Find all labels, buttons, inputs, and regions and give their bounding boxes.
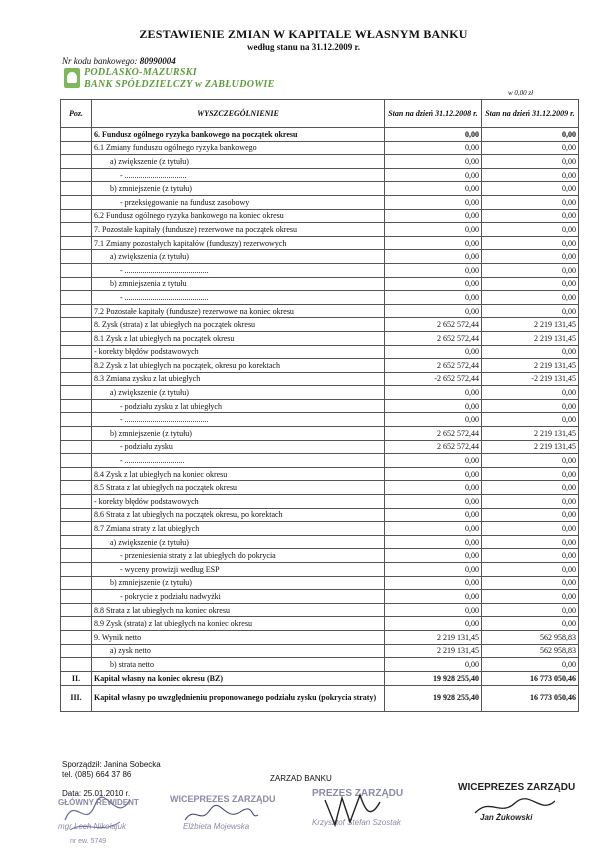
bank-code xyxy=(62,56,176,66)
row-value-2009: 0,00 xyxy=(482,291,579,305)
row-poz xyxy=(61,467,92,481)
prepared-by: Sporządził: Janina Sobecka xyxy=(62,760,161,769)
row-value-2008: 0,00 xyxy=(385,182,482,196)
total-poz: III. xyxy=(61,685,92,711)
row-value-2008: 0,00 xyxy=(385,399,482,413)
table-row xyxy=(61,508,579,522)
document-title: ZESTAWIENIE ZMIAN W KAPITALE WŁASNYM BANKU xyxy=(139,27,468,41)
table-row xyxy=(61,182,579,196)
row-poz xyxy=(61,549,92,563)
table-row xyxy=(61,236,579,250)
row-value-2009: 0,00 xyxy=(482,168,579,182)
row-description: 8.4 Zysk z lat ubiegłych na koniec okresu xyxy=(92,467,385,481)
row-poz xyxy=(61,304,92,318)
row-poz xyxy=(61,617,92,631)
row-value-2009: 0,00 xyxy=(482,576,579,590)
row-value-2008: 0,00 xyxy=(385,291,482,305)
row-value-2009: 0,00 xyxy=(482,263,579,277)
table-row xyxy=(61,495,579,509)
row-description: - .......................................... xyxy=(92,263,385,277)
table-row xyxy=(61,454,579,468)
table-body xyxy=(61,128,579,712)
table-row xyxy=(61,590,579,604)
total-row xyxy=(61,671,579,685)
row-description: - podziału zysku z lat ubiegłych xyxy=(92,399,385,413)
row-value-2009: 2 219 131,45 xyxy=(482,359,579,373)
row-description: 8.7 Zmiana straty z lat ubiegłych xyxy=(92,522,385,536)
row-value-2009: 0,00 xyxy=(482,590,579,604)
total-description: Kapitał własny na koniec okresu (BZ) xyxy=(92,671,385,685)
row-poz xyxy=(61,345,92,359)
col-header-poz: Poz. xyxy=(61,100,92,128)
row-poz xyxy=(61,576,92,590)
table-row xyxy=(61,195,579,209)
row-poz xyxy=(61,399,92,413)
row-poz xyxy=(61,658,92,672)
table-row xyxy=(61,331,579,345)
total-row xyxy=(61,685,579,711)
row-poz xyxy=(61,603,92,617)
col-header-2009: Stan na dzień 31.12.2009 r. xyxy=(482,100,579,128)
row-description: 8.9 Zysk (strata) z lat ubiegłych na koniec okresu xyxy=(92,617,385,631)
row-description: 7. Pozostałe kapitały (fundusze) rezerwowe na początek okresu xyxy=(92,223,385,237)
row-value-2008: 2 652 572,44 xyxy=(385,331,482,345)
board-label: ZARZAD BANKU xyxy=(270,774,332,783)
row-poz xyxy=(61,331,92,345)
row-poz xyxy=(61,195,92,209)
row-value-2008: 0,00 xyxy=(385,617,482,631)
row-value-2008: 0,00 xyxy=(385,386,482,400)
row-description: 8.6 Strata z lat ubiegłych na początek okresu, po korektach xyxy=(92,508,385,522)
row-value-2009: 0,00 xyxy=(482,236,579,250)
row-value-2009: 2 219 131,45 xyxy=(482,427,579,441)
total-value-2009: 16 773 050,46 xyxy=(482,671,579,685)
row-value-2009: 0,00 xyxy=(482,182,579,196)
row-description: 6.2 Fundusz ogólnego ryzyka bankowego na koniec okresu xyxy=(92,209,385,223)
document-subtitle: według stanu na 31.12.2009 r. xyxy=(247,42,360,52)
row-poz xyxy=(61,440,92,454)
row-value-2009: 0,00 xyxy=(482,304,579,318)
bank-name-line2: BANK SPÓŁDZIELCZY w ZABŁUDOWIE xyxy=(84,79,275,90)
row-poz xyxy=(61,128,92,142)
row-description: - .......................................... xyxy=(92,413,385,427)
table-row xyxy=(61,576,579,590)
row-value-2008: 0,00 xyxy=(385,236,482,250)
row-value-2009: 0,00 xyxy=(482,467,579,481)
row-value-2009: 0,00 xyxy=(482,386,579,400)
table-row xyxy=(61,359,579,373)
row-value-2009: 0,00 xyxy=(482,508,579,522)
table-row xyxy=(61,386,579,400)
row-description: 8.2 Zysk z lat ubiegłych na początek, okresu po korektach xyxy=(92,359,385,373)
table-row xyxy=(61,399,579,413)
row-value-2008: 0,00 xyxy=(385,128,482,142)
total-value-2008: 19 928 255,40 xyxy=(385,671,482,685)
bank-code-label: Nr kodu bankowego: xyxy=(62,56,138,66)
row-value-2008: 0,00 xyxy=(385,277,482,291)
row-value-2009: 0,00 xyxy=(482,413,579,427)
row-value-2009: 0,00 xyxy=(482,195,579,209)
row-description: 8. Zysk (strata) z lat ubiegłych na początek okresu xyxy=(92,318,385,332)
row-poz xyxy=(61,318,92,332)
table-row xyxy=(61,318,579,332)
row-description: a) zysk netto xyxy=(92,644,385,658)
table-row xyxy=(61,549,579,563)
table-row xyxy=(61,345,579,359)
row-value-2009: 0,00 xyxy=(482,141,579,155)
row-description: 6. Fundusz ogólnego ryzyka bankowego na początek okresu xyxy=(92,128,385,142)
table-row xyxy=(61,304,579,318)
table-row xyxy=(61,617,579,631)
signature-vice-president-2 xyxy=(470,795,560,820)
row-poz xyxy=(61,209,92,223)
row-value-2008: 0,00 xyxy=(385,250,482,264)
row-description: - wyceny prowizji według ESP xyxy=(92,563,385,577)
row-value-2009: 562 958,83 xyxy=(482,630,579,644)
row-value-2009: 0,00 xyxy=(482,223,579,237)
row-description: a) zwiększenie (z tytułu) xyxy=(92,155,385,169)
row-value-2008: 0,00 xyxy=(385,209,482,223)
row-value-2009: 0,00 xyxy=(482,250,579,264)
signature-auditor xyxy=(60,790,140,840)
table-row xyxy=(61,467,579,481)
row-poz xyxy=(61,182,92,196)
row-poz xyxy=(61,644,92,658)
row-value-2008: 0,00 xyxy=(385,467,482,481)
row-value-2008: 0,00 xyxy=(385,413,482,427)
row-value-2008: 0,00 xyxy=(385,195,482,209)
table-row xyxy=(61,440,579,454)
row-poz xyxy=(61,291,92,305)
row-value-2008: 0,00 xyxy=(385,481,482,495)
table-row xyxy=(61,168,579,182)
row-description: a) zwiększenie (z tytułu) xyxy=(92,386,385,400)
row-description: b) zmniejszenie (z tytułu) xyxy=(92,182,385,196)
row-poz xyxy=(61,481,92,495)
bank-code-value: 80990004 xyxy=(139,56,176,66)
row-value-2008: -2 652 572,44 xyxy=(385,372,482,386)
row-poz xyxy=(61,508,92,522)
table-row xyxy=(61,535,579,549)
bank-name-line1: PODLASKO-MAZURSKI xyxy=(84,67,197,78)
row-value-2008: 0,00 xyxy=(385,535,482,549)
row-value-2008: 2 219 131,45 xyxy=(385,644,482,658)
row-value-2009: 0,00 xyxy=(482,535,579,549)
row-value-2009: 0,00 xyxy=(482,495,579,509)
row-poz xyxy=(61,236,92,250)
row-value-2008: 2 652 572,44 xyxy=(385,427,482,441)
row-value-2009: 0,00 xyxy=(482,603,579,617)
row-poz xyxy=(61,277,92,291)
prepared-by-block xyxy=(62,760,161,780)
row-value-2009: 0,00 xyxy=(482,658,579,672)
row-poz xyxy=(61,223,92,237)
row-description: - pokrycie z podziału nadwyżki xyxy=(92,590,385,604)
row-poz xyxy=(61,263,92,277)
row-description: 8.5 Strata z lat ubiegłych na początek okresu xyxy=(92,481,385,495)
row-value-2009: 0,00 xyxy=(482,454,579,468)
total-value-2009: 16 773 050,46 xyxy=(482,685,579,711)
table-row xyxy=(61,481,579,495)
row-value-2009: 0,00 xyxy=(482,128,579,142)
table-row xyxy=(61,563,579,577)
row-value-2008: 0,00 xyxy=(385,658,482,672)
total-description: Kapitał własny po uwzględnieniu proponowanego podziału zysku (pokrycia straty) xyxy=(92,685,385,711)
row-value-2009: 0,00 xyxy=(482,345,579,359)
row-description: - ............................... xyxy=(92,168,385,182)
table-row xyxy=(61,603,579,617)
row-value-2008: 0,00 xyxy=(385,576,482,590)
row-value-2008: 0,00 xyxy=(385,168,482,182)
phone: tel. (085) 664 37 86 xyxy=(62,770,132,779)
row-value-2009: 0,00 xyxy=(482,277,579,291)
row-value-2009: 0,00 xyxy=(482,209,579,223)
row-value-2008: 2 652 572,44 xyxy=(385,359,482,373)
row-description: b) zmniejszenie (z tytułu) xyxy=(92,427,385,441)
row-description: 8.3 Zmiana zysku z lat ubiegłych xyxy=(92,372,385,386)
row-value-2009: 562 958,83 xyxy=(482,644,579,658)
stamp-chief-auditor-number: nr ew. 5749 xyxy=(70,838,107,845)
row-value-2008: 0,00 xyxy=(385,495,482,509)
row-description: b) zmniejszenie (z tytułu) xyxy=(92,576,385,590)
row-description: - korekty błędów podstawowych xyxy=(92,345,385,359)
row-description: b) strata netto xyxy=(92,658,385,672)
row-value-2008: 0,00 xyxy=(385,563,482,577)
total-poz: II. xyxy=(61,671,92,685)
row-value-2008: 0,00 xyxy=(385,508,482,522)
equity-changes-table xyxy=(60,99,579,712)
row-description: - przeksięgowanie na fundusz zasobowy xyxy=(92,195,385,209)
row-value-2009: 0,00 xyxy=(482,522,579,536)
row-poz xyxy=(61,250,92,264)
currency-unit: w 0,00 zł xyxy=(508,89,534,97)
table-header-row xyxy=(61,100,579,128)
row-poz xyxy=(61,168,92,182)
row-value-2008: 2 652 572,44 xyxy=(385,440,482,454)
document-date: Data: 25.01.2010 r. xyxy=(62,789,131,798)
table-row xyxy=(61,372,579,386)
row-poz xyxy=(61,359,92,373)
col-header-2008: Stan na dzień 31.12.2008 r. xyxy=(385,100,482,128)
row-value-2009: 0,00 xyxy=(482,481,579,495)
row-description: - .......................................... xyxy=(92,291,385,305)
table-row xyxy=(61,522,579,536)
row-poz xyxy=(61,372,92,386)
row-poz xyxy=(61,155,92,169)
table-row xyxy=(61,413,579,427)
row-poz xyxy=(61,427,92,441)
table-row xyxy=(61,427,579,441)
stamp-president: PREZES ZARZĄDU xyxy=(312,788,404,799)
row-description: a) zwiększenia (z tytułu) xyxy=(92,250,385,264)
col-header-description: WYSZCZEGÓLNIENIE xyxy=(92,100,385,128)
table-row xyxy=(61,630,579,644)
stamp-vice-president-2-name: Jan Żukowski xyxy=(480,813,533,822)
row-value-2009: 0,00 xyxy=(482,155,579,169)
table-row xyxy=(61,155,579,169)
table-row xyxy=(61,209,579,223)
bank-name xyxy=(84,67,275,91)
row-value-2009: 0,00 xyxy=(482,399,579,413)
row-value-2009: 0,00 xyxy=(482,563,579,577)
row-value-2009: 2 219 131,45 xyxy=(482,331,579,345)
table-row xyxy=(61,263,579,277)
table-row xyxy=(61,644,579,658)
row-value-2008: 0,00 xyxy=(385,304,482,318)
row-description: - przeniesienia straty z lat ubiegłych do pokrycia xyxy=(92,549,385,563)
table-row xyxy=(61,250,579,264)
row-poz xyxy=(61,141,92,155)
row-value-2008: 0,00 xyxy=(385,155,482,169)
row-value-2009: 0,00 xyxy=(482,549,579,563)
signature-president xyxy=(320,790,390,830)
row-description: b) zmniejszenia z tytułu xyxy=(92,277,385,291)
row-description: - .............................. xyxy=(92,454,385,468)
stamp-chief-auditor-name: mgr Lech Nikołajuk xyxy=(58,822,127,831)
row-poz xyxy=(61,454,92,468)
stamp-vice-president-2: WICEPREZES ZARZĄDU xyxy=(458,782,576,793)
row-value-2008: 0,00 xyxy=(385,522,482,536)
row-value-2008: 0,00 xyxy=(385,454,482,468)
row-poz xyxy=(61,630,92,644)
table-row xyxy=(61,223,579,237)
row-value-2009: 2 219 131,45 xyxy=(482,318,579,332)
row-description: 8.8 Strata z lat ubiegłych na koniec okresu xyxy=(92,603,385,617)
table-row xyxy=(61,291,579,305)
table-row xyxy=(61,141,579,155)
row-description: 7.1 Zmiany pozostałych kapitałów (funduszy) rezerwowych xyxy=(92,236,385,250)
bank-logo-icon xyxy=(64,68,80,88)
row-value-2008: 2 652 572,44 xyxy=(385,318,482,332)
stamp-president-name: Krzysztof Stefan Szostak xyxy=(312,818,401,827)
row-description: 8.1 Zysk z lat ubiegłych na początek okresu xyxy=(92,331,385,345)
row-poz xyxy=(61,563,92,577)
row-value-2008: 0,00 xyxy=(385,590,482,604)
row-value-2008: 2 219 131,45 xyxy=(385,630,482,644)
row-poz xyxy=(61,590,92,604)
table-row xyxy=(61,658,579,672)
row-value-2009: 2 219 131,45 xyxy=(482,440,579,454)
stamp-vice-president-1-name: Elżbieta Mojewska xyxy=(183,822,250,831)
table-row xyxy=(61,128,579,142)
row-value-2008: 0,00 xyxy=(385,223,482,237)
row-poz xyxy=(61,522,92,536)
row-value-2009: -2 219 131,45 xyxy=(482,372,579,386)
row-poz xyxy=(61,386,92,400)
row-value-2008: 0,00 xyxy=(385,141,482,155)
row-value-2008: 0,00 xyxy=(385,603,482,617)
row-description: a) zwiększenie (z tytułu) xyxy=(92,535,385,549)
row-poz xyxy=(61,495,92,509)
table-row xyxy=(61,277,579,291)
stamp-chief-auditor-title: GŁÓWNY REWIDENT xyxy=(58,798,139,807)
row-description: - podziału zysku xyxy=(92,440,385,454)
stamp-vice-president-1: WICEPREZES ZARZĄDU xyxy=(170,794,276,804)
row-description: 7.2 Pozostałe kapitały (fundusze) rezerwowe na koniec okresu xyxy=(92,304,385,318)
signature-vice-president-1 xyxy=(180,800,260,830)
total-value-2008: 19 928 255,40 xyxy=(385,685,482,711)
row-poz xyxy=(61,413,92,427)
row-poz xyxy=(61,535,92,549)
row-description: 6.1 Zmiany funduszu ogólnego ryzyka bankowego xyxy=(92,141,385,155)
row-value-2008: 0,00 xyxy=(385,263,482,277)
row-value-2009: 0,00 xyxy=(482,617,579,631)
row-value-2008: 0,00 xyxy=(385,345,482,359)
row-description: 9. Wynik netto xyxy=(92,630,385,644)
row-value-2008: 0,00 xyxy=(385,549,482,563)
row-description: - korekty błędów podstawowych xyxy=(92,495,385,509)
